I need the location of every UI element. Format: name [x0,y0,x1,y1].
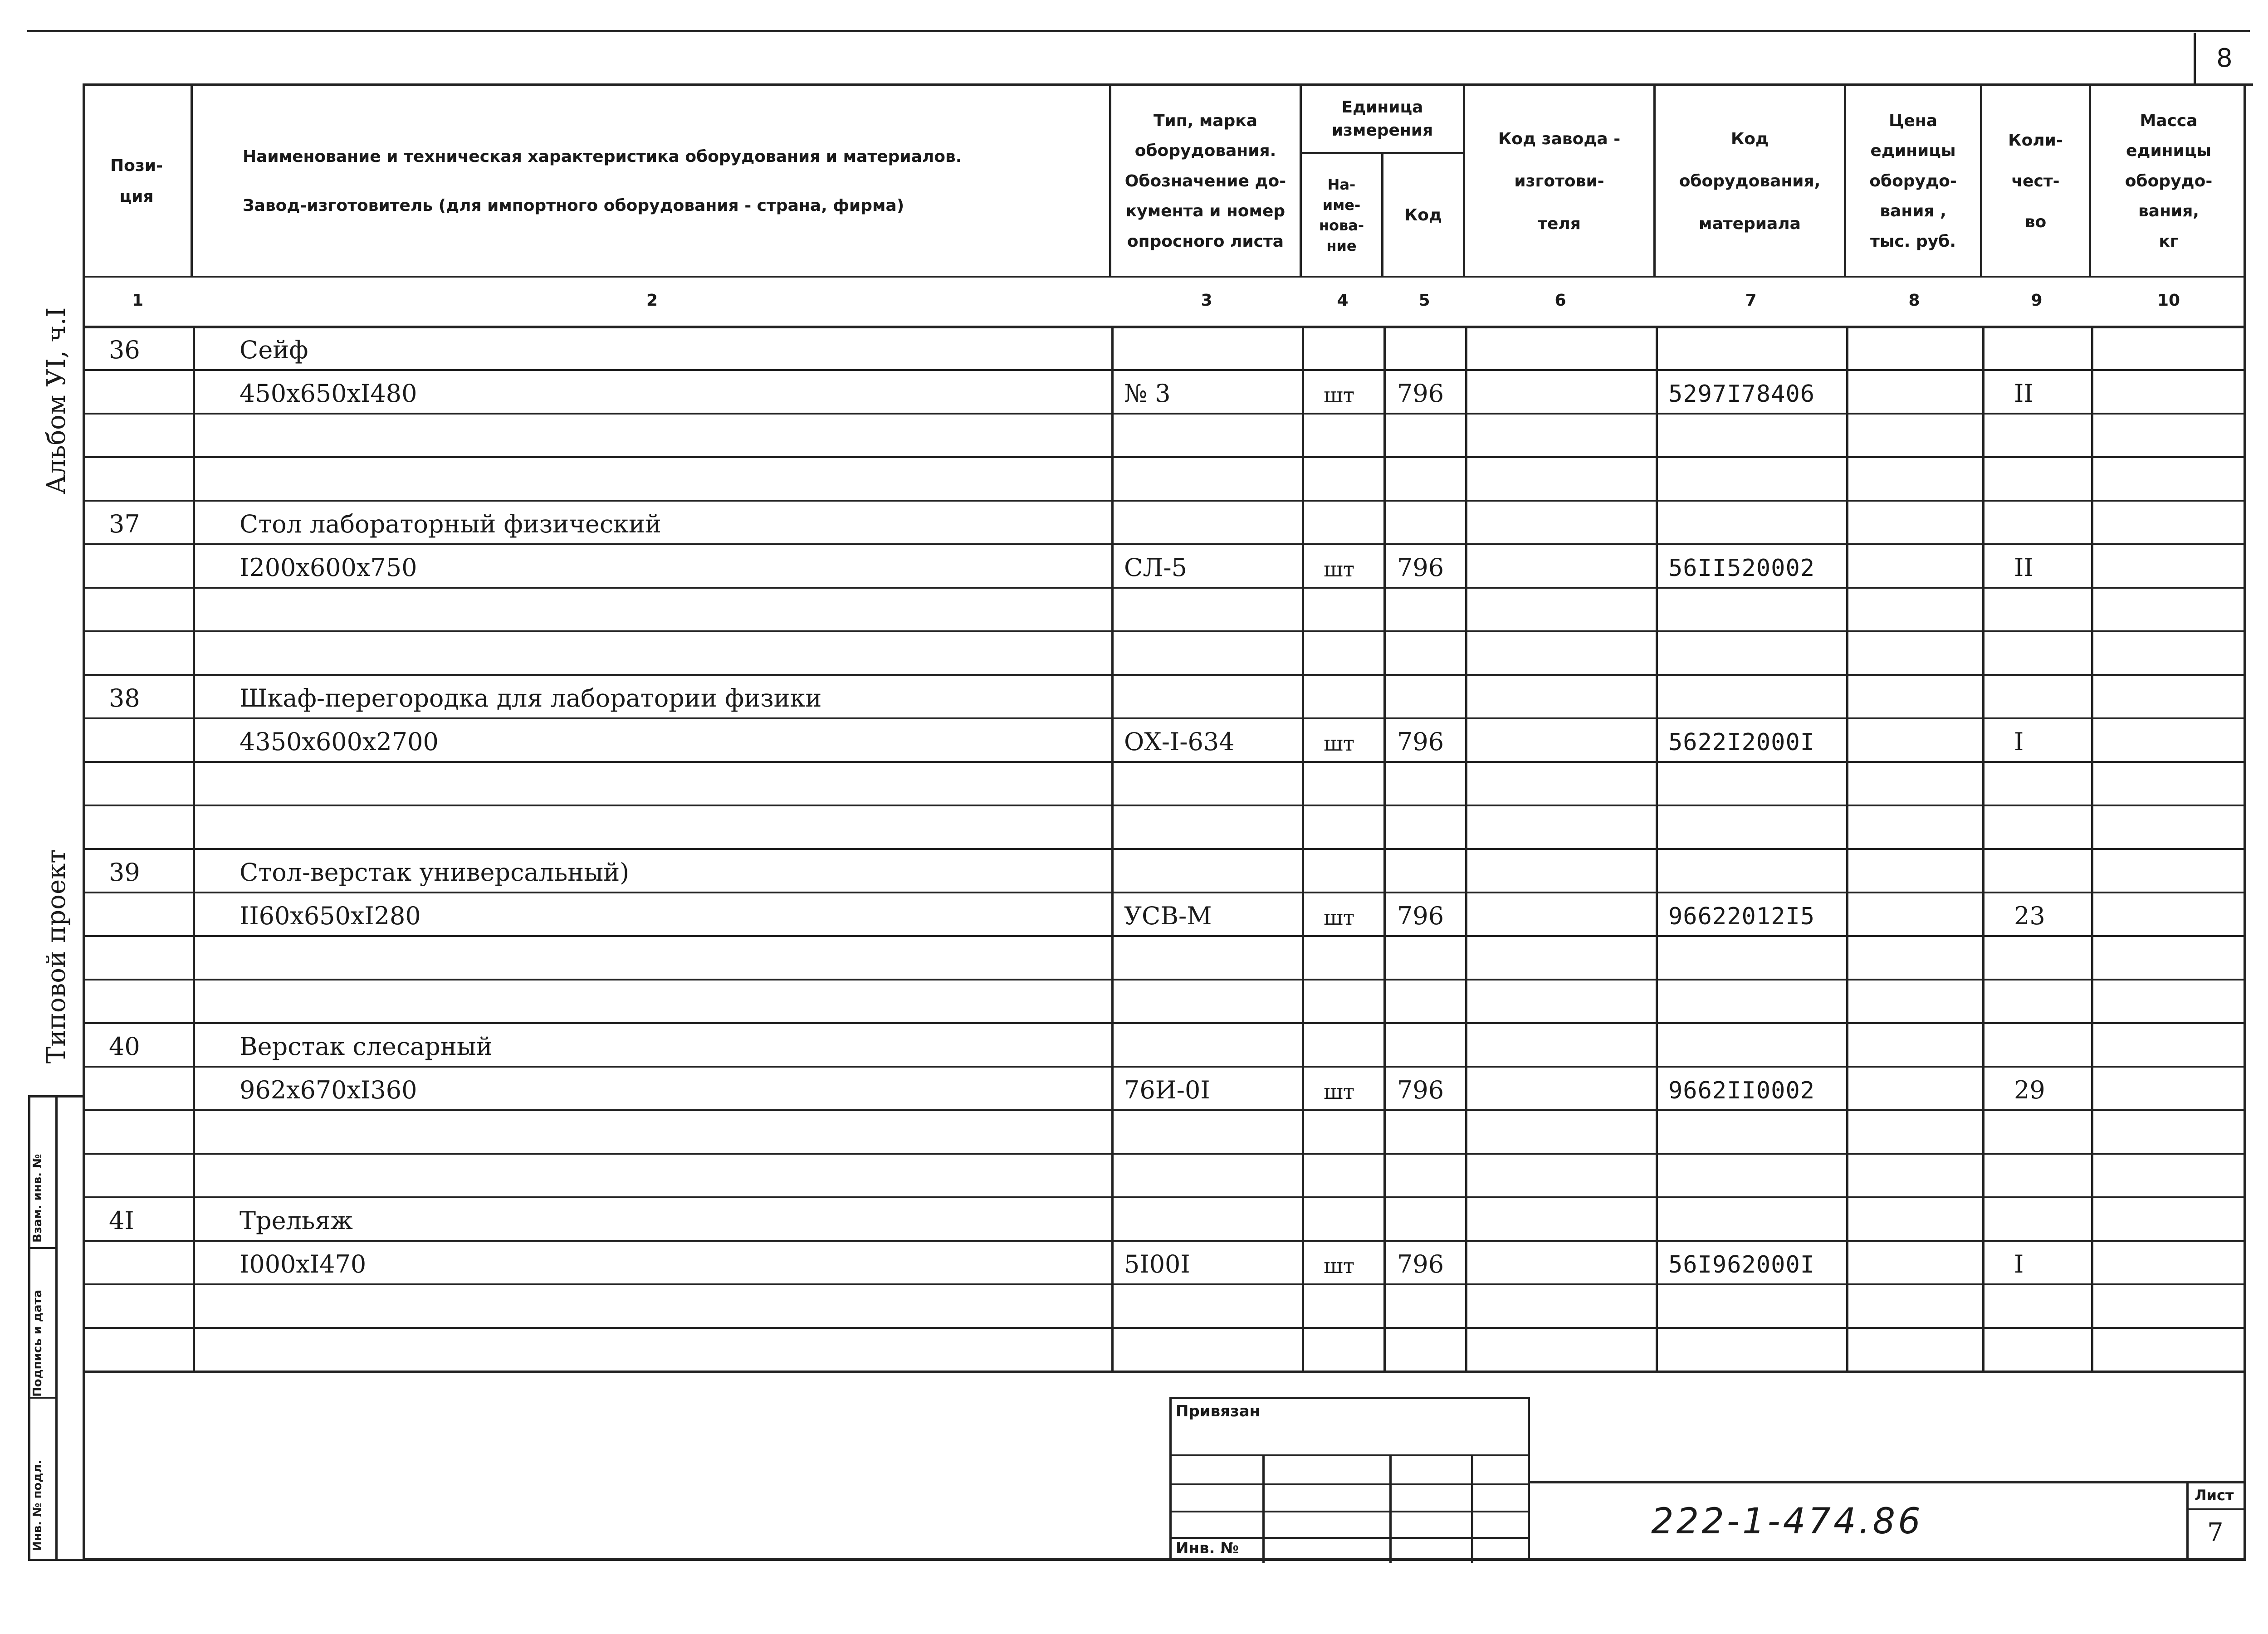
item-quantity: I [2014,727,2024,756]
row-line [83,1196,2246,1198]
item-name: Трельяж [240,1206,353,1235]
col-number-1: 1 [132,291,144,310]
item-unit-code: 796 [1397,727,1444,756]
row-line [83,1109,2246,1111]
item-position: 36 [109,336,140,364]
item-unit-code: 796 [1397,1076,1444,1104]
row-line [83,500,2246,502]
stamp-line [1172,1511,1530,1512]
stamp-divider [1471,1454,1473,1563]
item-position: 40 [109,1032,140,1061]
header-factory-code: Код завода - изготови- теля [1465,86,1656,277]
row-line [83,587,2246,589]
item-unit-code: 796 [1397,553,1444,582]
item-type: 76И-0I [1124,1076,1210,1104]
item-unit: шт [1324,383,1355,407]
col-number-10: 10 [2157,291,2180,310]
col-number-6: 6 [1554,291,1566,310]
document-number: 222-1-474.86 [1651,1501,1923,1542]
header-mass: Масса единицы оборудо- вания, кг [2125,111,2213,251]
col-number-2: 2 [646,291,658,310]
row-line [83,935,2246,937]
item-unit: шт [1324,1079,1355,1104]
item-type: ОХ-I-634 [1124,727,1235,756]
item-type: № 3 [1124,379,1171,408]
item-unit-code: 796 [1397,902,1444,930]
header-quantity: Коли- чест- во [1982,86,2091,277]
row-line [83,979,2246,980]
stamp-col-signature-date: Подпись и дата [31,1289,44,1397]
stamp-line [1172,1537,1530,1539]
row-line [83,848,2246,850]
item-dimensions: I000xI470 [240,1250,367,1278]
stamp-col-vzam-inv: Взам. инв. № [31,1154,44,1243]
row-line [83,1066,2246,1068]
side-label-album: Альбом УI, ч.I [42,307,71,494]
item-type: СЛ-5 [1124,553,1187,582]
header-unit-code: Код [1383,154,1465,277]
row-line [83,456,2246,458]
item-name: Верстак слесарный [240,1032,493,1061]
row-line [83,630,2246,632]
sheet-label: Лист [2195,1487,2234,1504]
row-line [83,1022,2246,1024]
item-name: Шкаф-перегородка для лаборатории физики [240,684,822,712]
row-line [83,717,2246,719]
col-number-5: 5 [1418,291,1430,310]
left-stamp-sep-1 [30,1247,58,1249]
row-line [83,1240,2246,1242]
item-unit: шт [1324,557,1355,581]
item-dimensions: 450x650xI480 [240,379,417,408]
top-border-line [27,30,2250,32]
item-position: 38 [109,684,140,712]
row-line [83,1327,2246,1329]
header-bottom-line [83,276,2246,278]
row-line [83,369,2246,371]
item-name: Стол-верстак универсальный) [240,858,630,887]
sheet-number: 7 [2207,1518,2224,1547]
item-dimensions: II60x650xI280 [240,902,421,930]
header-position: Пози- ция [83,86,193,277]
header-equipment-code: Код оборудования, материала [1656,86,1846,277]
stamp-divider [1389,1454,1392,1563]
col-number-3: 3 [1201,291,1212,310]
item-equipment-code: 5622I2000I [1668,729,1815,756]
item-unit-code: 796 [1397,379,1444,408]
item-quantity: 23 [2014,902,2045,930]
stamp-line [1172,1454,1530,1456]
item-equipment-code: 56II520002 [1668,555,1815,582]
item-equipment-code: 9662II0002 [1668,1077,1815,1104]
row-line [83,805,2246,806]
row-line [83,674,2246,676]
left-stamp-sep-2 [30,1397,58,1399]
item-unit: шт [1324,731,1355,756]
stamp-col-inv-podl: Инв. № подл. [31,1459,44,1551]
stamp-divider [1262,1454,1265,1563]
left-stamp-divider [55,1097,58,1559]
sheet-cell-divider [2186,1481,2189,1561]
item-equipment-code: 5297I78406 [1668,380,1815,408]
stamp-line [1172,1483,1530,1485]
header-unit-group: Единица измерения [1302,86,1465,154]
item-quantity: I [2014,1250,2024,1278]
stamp-inv-no: Инв. № [1176,1539,1239,1557]
header-name: Наименование и техническая характеристика оборудования и материалов. Завод-изготовитель (для импортного оборудования - страна, фирма) [193,86,1111,277]
number-row-bottom-line [83,326,2246,328]
col-number-9: 9 [2031,291,2043,310]
col-number-4: 4 [1337,291,1349,310]
header-price: Цена единицы оборудо- вания , тыс. руб. [1846,86,1982,277]
item-equipment-code: 56I962000I [1668,1251,1815,1278]
row-line [83,1153,2246,1155]
item-type: УСВ-М [1124,902,1212,930]
col-number-8: 8 [1908,291,1920,310]
titleblock-top-line [1530,1481,2246,1483]
item-quantity: 29 [2014,1076,2045,1104]
row-line [83,761,2246,763]
table-bottom-line [83,1371,2246,1373]
row-line [83,413,2246,415]
item-position: 37 [109,510,140,538]
item-unit: шт [1324,1254,1355,1278]
item-position: 39 [109,858,140,887]
item-quantity: II [2014,379,2033,408]
item-dimensions: I200x600x750 [240,553,417,582]
col-number-7: 7 [1745,291,1757,310]
row-line [83,1283,2246,1285]
item-name: Сейф [240,336,308,364]
stamp-privyazan: Привязан [1176,1402,1261,1420]
item-type: 5I00I [1124,1250,1190,1278]
item-dimensions: 4350x600x2700 [240,727,439,756]
header-type: Тип, марка оборудования. Обозначение до- кумента и номер опросного листа [1111,86,1302,277]
item-quantity: II [2014,553,2033,582]
item-dimensions: 962x670xI360 [240,1076,417,1104]
item-unit-code: 796 [1397,1250,1444,1278]
sheet-cell-line [2186,1508,2246,1510]
row-line [83,892,2246,893]
item-position: 4I [109,1206,134,1235]
stamp-block [1169,1397,1530,1561]
item-unit: шт [1324,905,1355,930]
item-equipment-code: 96622012I5 [1668,903,1815,930]
side-label-project: Типовой проект [42,849,71,1063]
item-name: Стол лабораторный физический [240,510,661,538]
top-sheet-number: 8 [2194,33,2253,86]
row-line [83,543,2246,545]
header-unit-name: На- име- нова- ние [1302,154,1383,277]
